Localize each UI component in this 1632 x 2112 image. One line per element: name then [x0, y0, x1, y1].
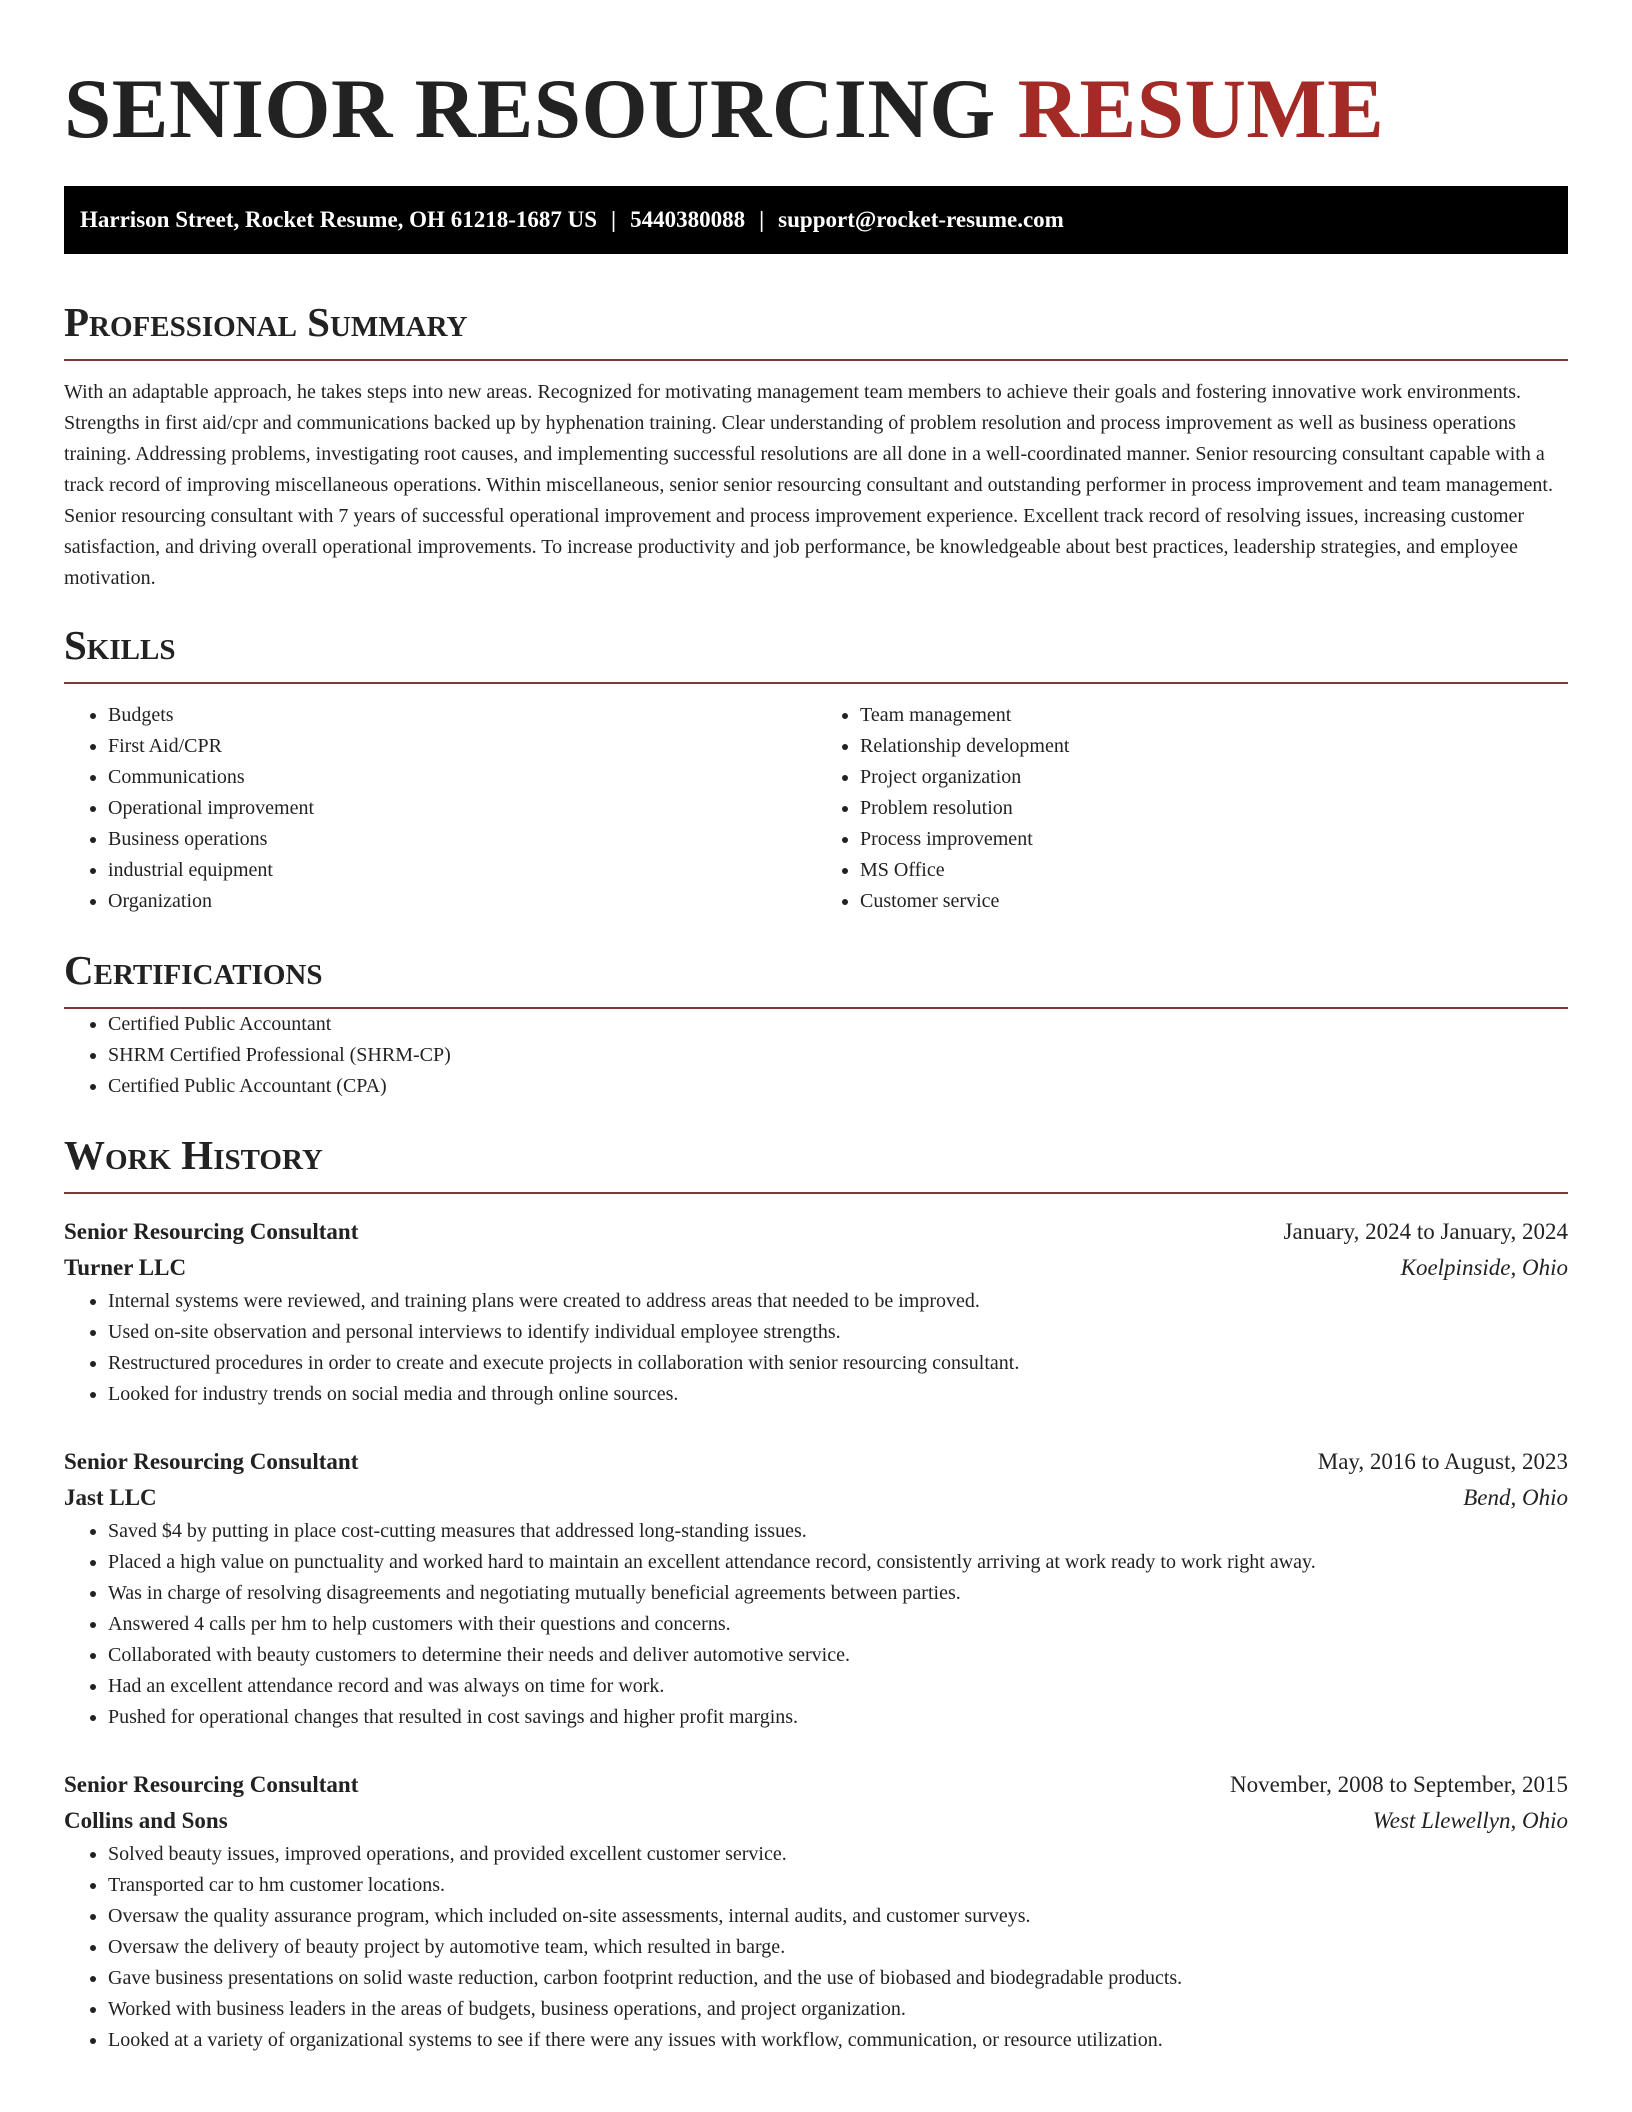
contact-address: Harrison Street, Rocket Resume, OH 61218-1687 US [80, 207, 598, 232]
job-bullet-item: • Answered 4 calls per hm to help customers with their questions and concerns. [108, 1609, 1568, 1640]
job-bullet-item: • Oversaw the delivery of beauty project by automotive team, which resulted in barge. [108, 1932, 1568, 1963]
skill-item: • industrial equipment [108, 855, 816, 886]
job-dates: January, 2024 to January, 2024 [1283, 1219, 1568, 1244]
section-divider [64, 682, 1568, 684]
skills-columns [64, 700, 1568, 917]
job-header-row [64, 1444, 1568, 1480]
skill-item: • Process improvement [860, 824, 1568, 855]
job-dates: November, 2008 to September, 2015 [1230, 1772, 1568, 1797]
skill-item: • Operational improvement [108, 793, 816, 824]
job-company-row [64, 1250, 1568, 1286]
job-bullet-list [64, 1839, 1568, 2056]
contact-separator: | [759, 207, 765, 232]
job-bullet-list [64, 1516, 1568, 1733]
skill-item: • Business operations [108, 824, 816, 855]
job-title: Senior Resourcing Consultant [64, 1772, 359, 1797]
skill-item: • Relationship development [860, 731, 1568, 762]
skill-item: • Communications [108, 762, 816, 793]
job-dates: May, 2016 to August, 2023 [1317, 1449, 1568, 1474]
skill-item: • Organization [108, 886, 816, 917]
job-bullet-list [64, 1286, 1568, 1410]
certification-item: • Certified Public Accountant (CPA) [108, 1071, 1568, 1102]
section-heading-work-history: Work History [64, 1132, 323, 1178]
job-bullet-item: • Used on-site observation and personal interviews to identify individual employee strengths. [108, 1317, 1568, 1348]
title-accent: RESUME [1017, 62, 1385, 156]
job-bullet-item: • Transported car to hm customer locations. [108, 1870, 1568, 1901]
skills-list-right [816, 700, 1568, 917]
section-heading-skills: Skills [64, 622, 176, 668]
section-heading-summary: Professional Summary [64, 299, 468, 345]
skills-section [64, 622, 1568, 917]
certifications-list [64, 1009, 1568, 1102]
summary-text: With an adaptable approach, he takes steps into new areas. Recognized for motivating management team members to achieve their goals and fostering innovative work environments. Strengths in first aid/cpr and communications backed up by hyphenation training. Clear understanding of problem resolution and process improvement as well as business operations training. Addressing problems, investigating root causes, and implementing successful resolutions are all done in a well-coordinated manner. Senior resourcing consultant capable with a track record of improving miscellaneous operations. Within miscellaneous, senior senior resourcing consultant and outstanding performer in process improvement and team management. Senior resourcing consultant with 7 years of successful operational improvement and process improvement experience. Excellent track record of resolving issues, increasing customer satisfaction, and driving overall operational improvements. To increase productivity and job performance, be knowledgeable about best practices, leadership strategies, and employee motivation. [64, 381, 1553, 589]
job-bullet-item: • Was in charge of resolving disagreements and negotiating mutually beneficial agreements between parties. [108, 1578, 1568, 1609]
job-entry [64, 1767, 1568, 2056]
job-header-row [64, 1767, 1568, 1803]
skill-item: • Budgets [108, 700, 816, 731]
professional-summary-section [64, 299, 1568, 594]
jobs-list [64, 1214, 1568, 2056]
section-divider [64, 359, 1568, 361]
job-company: Collins and Sons [64, 1808, 228, 1833]
job-bullet-item: • Solved beauty issues, improved operations, and provided excellent customer service. [108, 1839, 1568, 1870]
job-title: Senior Resourcing Consultant [64, 1219, 359, 1244]
certification-item: • Certified Public Accountant [108, 1009, 1568, 1040]
skill-item: • Problem resolution [860, 793, 1568, 824]
job-bullet-item: • Had an excellent attendance record and was always on time for work. [108, 1671, 1568, 1702]
job-location: Koelpinside, Ohio [1400, 1255, 1568, 1280]
job-location: West Llewellyn, Ohio [1372, 1808, 1568, 1833]
job-company-row [64, 1803, 1568, 1839]
job-bullet-item: • Collaborated with beauty customers to determine their needs and deliver automotive service. [108, 1640, 1568, 1671]
job-company: Jast LLC [64, 1485, 157, 1510]
job-header-row [64, 1214, 1568, 1250]
job-company-row [64, 1480, 1568, 1516]
job-bullet-item: • Looked at a variety of organizational systems to see if there were any issues with workflow, communication, or resource utilization. [108, 2025, 1568, 2056]
job-bullet-item: • Restructured procedures in order to create and execute projects in collaboration with senior resourcing consultant. [108, 1348, 1568, 1379]
skill-item: • Customer service [860, 886, 1568, 917]
skills-list-left [64, 700, 816, 917]
job-bullet-item: • Placed a high value on punctuality and worked hard to maintain an excellent attendance record, consistently arriving at work ready to work right away. [108, 1547, 1568, 1578]
job-bullet-item: • Internal systems were reviewed, and training plans were created to address areas that needed to be improved. [108, 1286, 1568, 1317]
job-title: Senior Resourcing Consultant [64, 1449, 359, 1474]
work-history-section [64, 1132, 1568, 2056]
job-entry [64, 1444, 1568, 1733]
resume-title [64, 62, 1568, 156]
job-bullet-item: • Looked for industry trends on social media and through online sources. [108, 1379, 1568, 1410]
skill-item: • Team management [860, 700, 1568, 731]
job-company: Turner LLC [64, 1255, 187, 1280]
job-bullet-item: • Saved $4 by putting in place cost-cutting measures that addressed long-standing issues. [108, 1516, 1568, 1547]
job-bullet-item: • Worked with business leaders in the areas of budgets, business operations, and project organization. [108, 1994, 1568, 2025]
certifications-section [64, 947, 1568, 1102]
contact-bar [64, 186, 1568, 254]
job-bullet-item: • Gave business presentations on solid waste reduction, carbon footprint reduction, and the use of biobased and biodegradable products. [108, 1963, 1568, 1994]
job-bullet-item: • Pushed for operational changes that resulted in cost savings and higher profit margins. [108, 1702, 1568, 1733]
section-heading-certifications: Certifications [64, 947, 323, 993]
contact-separator: | [611, 207, 617, 232]
contact-phone: 5440380088 [630, 207, 746, 232]
skill-item: • First Aid/CPR [108, 731, 816, 762]
job-location: Bend, Ohio [1463, 1485, 1568, 1510]
skill-item: • MS Office [860, 855, 1568, 886]
job-entry [64, 1214, 1568, 1410]
section-divider [64, 1192, 1568, 1194]
skill-item: • Project organization [860, 762, 1568, 793]
title-main: SENIOR RESOURCING [64, 62, 1018, 156]
job-bullet-item: • Oversaw the quality assurance program, which included on-site assessments, internal audits, and customer surveys. [108, 1901, 1568, 1932]
certification-item: • SHRM Certified Professional (SHRM-CP) [108, 1040, 1568, 1071]
contact-email: support@rocket-resume.com [778, 207, 1064, 232]
